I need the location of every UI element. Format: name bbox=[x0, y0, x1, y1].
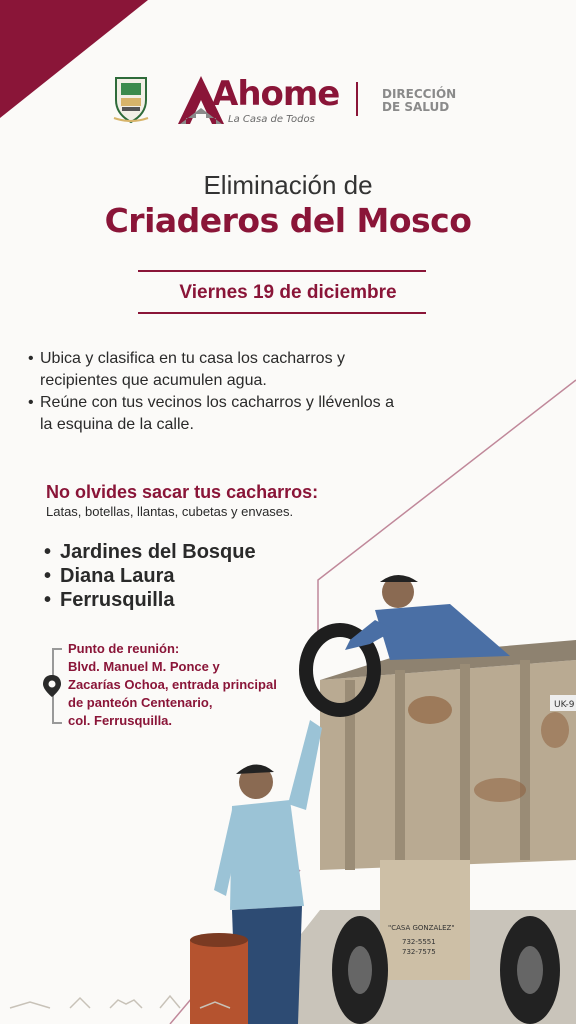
meeting-line: de panteón Centenario, bbox=[68, 695, 213, 710]
reminder-heading: No olvides sacar tus cacharros: bbox=[46, 482, 319, 502]
instruction-item: • Ubica y clasifica en tu casa los cacharros y recipientes que acumulen agua. bbox=[28, 348, 408, 392]
ahome-logo-text: Ahome bbox=[212, 74, 340, 114]
instruction-item: • Reúne con tus vecinos los cacharros y llévenlos a la esquina de la calle. bbox=[28, 392, 408, 436]
date-rule-top bbox=[138, 270, 426, 272]
meeting-line: Blvd. Manuel M. Ponce y bbox=[68, 659, 220, 674]
ahome-tagline: La Casa de Todos bbox=[228, 114, 315, 125]
workers-loading-truck-photo bbox=[170, 560, 576, 1024]
municipal-shield-icon bbox=[112, 74, 150, 124]
header bbox=[0, 72, 576, 132]
location-pin-icon bbox=[42, 674, 62, 698]
neighborhood-item: • Jardines del Bosque bbox=[44, 540, 256, 564]
neighborhood-item: • Ferrusquilla bbox=[44, 588, 256, 612]
department-line-1: DIRECCIÓN bbox=[382, 87, 457, 101]
reminder-items: Latas, botellas, llantas, cubetas y envases. bbox=[46, 504, 294, 519]
meeting-label: Punto de reunión: bbox=[68, 641, 180, 656]
event-date: Viernes 19 de diciembre bbox=[179, 282, 397, 303]
instructions-list bbox=[28, 348, 408, 436]
header-divider bbox=[356, 82, 358, 116]
title-line-2: Criaderos del Mosco bbox=[104, 201, 472, 240]
date-rule-bottom bbox=[138, 312, 426, 314]
department-line-2: DE SALUD bbox=[382, 100, 450, 114]
truck-phone-2: 732-7575 bbox=[402, 948, 436, 956]
truck-plate: UK-9 bbox=[554, 700, 575, 710]
truck-business-name: "CASA GONZALEZ" bbox=[388, 924, 455, 932]
title-line-1: Eliminación de bbox=[203, 170, 373, 200]
meeting-line: Zacarías Ochoa, entrada principal bbox=[68, 677, 277, 692]
truck-phone-1: 732-5551 bbox=[402, 938, 436, 946]
city-skyline-decoration bbox=[0, 990, 240, 1010]
department-name bbox=[382, 88, 456, 114]
meeting-line: col. Ferrusquilla. bbox=[68, 713, 173, 728]
neighborhood-item: • Diana Laura bbox=[44, 564, 256, 588]
